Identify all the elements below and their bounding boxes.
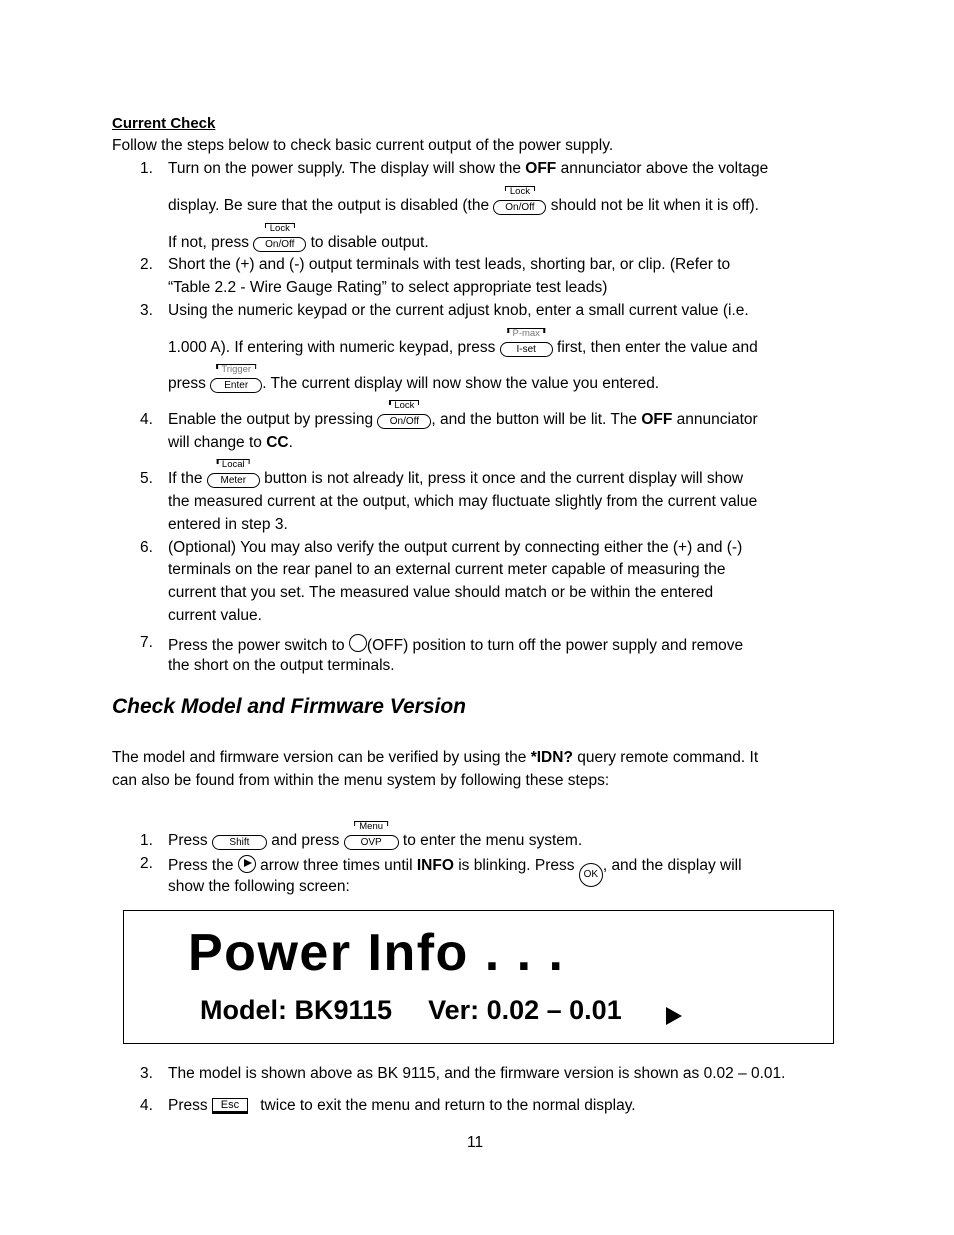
section-heading-model-firmware: Check Model and Firmware Version bbox=[112, 695, 466, 718]
step-text: Using the numeric keypad or the current adjust knob, enter a small current value (i.e. bbox=[168, 302, 749, 319]
display-version: Ver: 0.02 – 0.01 bbox=[428, 995, 622, 1025]
esc-key-icon: Esc bbox=[212, 1098, 248, 1114]
step-text: current that you set. The measured value should match or be within the entered bbox=[168, 584, 714, 601]
step-number: 7. bbox=[140, 634, 153, 651]
step-text: terminals on the rear panel to an external current meter capable of measuring the bbox=[168, 561, 726, 578]
ovp-key-icon: Menu OVP bbox=[344, 835, 399, 850]
step-text: show the following screen: bbox=[168, 878, 350, 895]
onoff-key-icon: Lock On/Off bbox=[493, 200, 546, 215]
step-number: 3. bbox=[140, 1065, 153, 1082]
display-right-arrow-icon bbox=[666, 1007, 682, 1025]
step-number: 1. bbox=[140, 832, 153, 849]
onoff-key-icon: Lock On/Off bbox=[253, 237, 306, 252]
step-text: Press the arrow three times until INFO is blinking. Press OK, and the display will bbox=[168, 855, 742, 887]
step-text: “Table 2.2 - Wire Gauge Rating” to select appropriate test leads) bbox=[168, 279, 608, 296]
step-number: 1. bbox=[140, 160, 153, 177]
right-arrow-key-icon bbox=[238, 855, 256, 873]
step-text: the measured current at the output, which may fluctuate slightly from the current value bbox=[168, 493, 758, 510]
step-number: 3. bbox=[140, 302, 153, 319]
enter-key-icon: Trigger Enter bbox=[210, 378, 262, 393]
step-text: Press Shift and press Menu OVP to enter the menu system. bbox=[168, 821, 583, 849]
step-number: 4. bbox=[140, 1097, 153, 1114]
step-text: press Trigger Enter . The current display will now show the value you entered. bbox=[168, 364, 660, 392]
step-text: will change to CC. bbox=[168, 434, 293, 451]
step-number: 2. bbox=[140, 855, 153, 872]
paragraph-text: can also be found from within the menu system by following these steps: bbox=[112, 772, 610, 789]
step-number: 6. bbox=[140, 539, 153, 556]
display-model: Model: BK9115 bbox=[200, 995, 393, 1025]
step-text: Enable the output by pressing Lock On/Off , and the button will be lit. The OFF annunciator bbox=[168, 400, 758, 428]
onoff-key-icon: Lock On/Off bbox=[377, 414, 431, 429]
step-number: 4. bbox=[140, 411, 153, 428]
section-heading-current-check: Current Check bbox=[112, 115, 216, 132]
intro-text: Follow the steps below to check basic current output of the power supply. bbox=[112, 137, 614, 154]
step-text: 1.000 A). If entering with numeric keypad, press P-max I-set first, then enter the value and bbox=[168, 328, 758, 356]
step-text: Press Esc twice to exit the menu and return to the normal display. bbox=[168, 1097, 636, 1114]
display-model-version bbox=[200, 995, 622, 1026]
page-number: 11 bbox=[467, 1134, 484, 1151]
step-number: 5. bbox=[140, 470, 153, 487]
step-text: Turn on the power supply. The display will show the OFF annunciator above the voltage bbox=[168, 160, 769, 177]
display-title: Power Info . . . bbox=[188, 924, 565, 982]
iset-key-icon: P-max I-set bbox=[500, 342, 553, 357]
step-text: If not, press Lock On/Off to disable output. bbox=[168, 223, 429, 251]
shift-key-icon: Shift bbox=[212, 835, 267, 850]
step-text: display. Be sure that the output is disabled (the Lock On/Off should not be lit when it is off). bbox=[168, 186, 759, 214]
meter-key-icon: Local Meter bbox=[207, 473, 260, 488]
power-off-symbol-icon bbox=[349, 634, 367, 652]
step-text: Press the power switch to (OFF) position to turn off the power supply and remove bbox=[168, 634, 743, 655]
ok-key-icon: OK bbox=[579, 863, 603, 887]
step-text: current value. bbox=[168, 607, 262, 624]
step-text: (Optional) You may also verify the output current by connecting either the (+) and (-) bbox=[168, 539, 743, 556]
step-text: The model is shown above as BK 9115, and the firmware version is shown as 0.02 – 0.01. bbox=[168, 1065, 786, 1082]
step-text: the short on the output terminals. bbox=[168, 657, 395, 674]
step-text: entered in step 3. bbox=[168, 516, 288, 533]
paragraph-text: The model and firmware version can be verified by using the *IDN? query remote command. It bbox=[112, 749, 759, 766]
step-number: 2. bbox=[140, 256, 153, 273]
step-text: If the Local Meter button is not already lit, press it once and the current display will show bbox=[168, 459, 744, 487]
lcd-display-screen bbox=[123, 910, 834, 1044]
step-text: Short the (+) and (-) output terminals with test leads, shorting bar, or clip. (Refer to bbox=[168, 256, 731, 273]
